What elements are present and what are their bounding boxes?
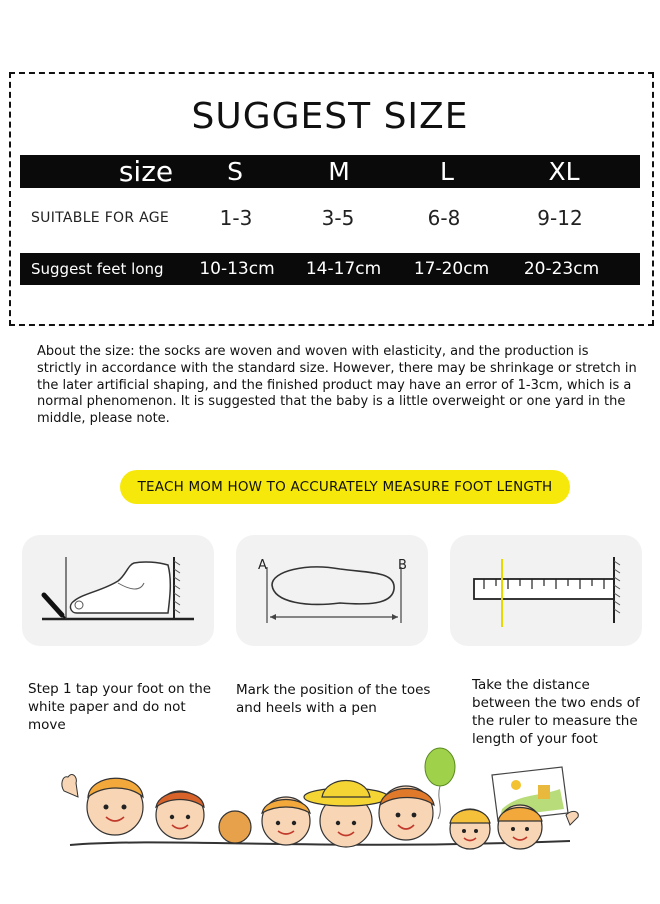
feet-row-label: Suggest feet long — [31, 260, 164, 278]
size-l: L — [440, 157, 454, 186]
footprint-icon — [236, 535, 428, 646]
size-m: M — [328, 157, 350, 186]
size-header-label: size — [118, 155, 174, 188]
size-xl: XL — [548, 157, 580, 186]
age-l: 6-8 — [427, 206, 461, 230]
size-chart-title: SUGGEST SIZE — [191, 96, 469, 137]
about-size-text: About the size: the socks are woven and woven with elasticity, and the production is strictly in accordance with the standard size. However, there may be shrinkage or stretch in the later artificial shaping, and the finished product may have an error of 1-3cm, which is a normal phenomenon. It is suggested that the baby is a little overweight or one yard in the middle, please note. — [37, 344, 637, 427]
measure-banner: TEACH MOM HOW TO ACCURATELY MEASURE FOOT LENGTH — [120, 470, 570, 504]
age-xl: 9-12 — [537, 206, 583, 230]
foot-pen-icon — [22, 535, 214, 646]
step-2-text: Mark the position of the toes and heels with a pen — [236, 682, 431, 716]
size-s: S — [227, 157, 243, 186]
marker-b: B — [398, 558, 407, 573]
feet-xl: 20-23cm — [523, 259, 600, 279]
marker-a: A — [258, 558, 267, 573]
feet-m: 14-17cm — [305, 259, 382, 279]
age-s: 1-3 — [219, 206, 253, 230]
feet-l: 17-20cm — [413, 259, 490, 279]
step-1-card — [22, 535, 214, 646]
age-row — [20, 200, 640, 236]
feet-row — [20, 253, 640, 285]
feet-s: 10-13cm — [199, 259, 275, 279]
kids-illustration — [50, 745, 590, 860]
step-1-text: Step 1 tap your foot on the white paper and do not move — [28, 681, 212, 733]
age-m: 3-5 — [321, 206, 355, 230]
age-row-label: SUITABLE FOR AGE — [31, 210, 170, 226]
ruler-icon — [450, 535, 642, 646]
step-2-card — [236, 535, 428, 646]
step-3-card — [450, 535, 642, 646]
step-3-text: Take the distance between the two ends of the ruler to measure the length of your foot — [472, 677, 640, 747]
size-header-row — [20, 155, 640, 188]
